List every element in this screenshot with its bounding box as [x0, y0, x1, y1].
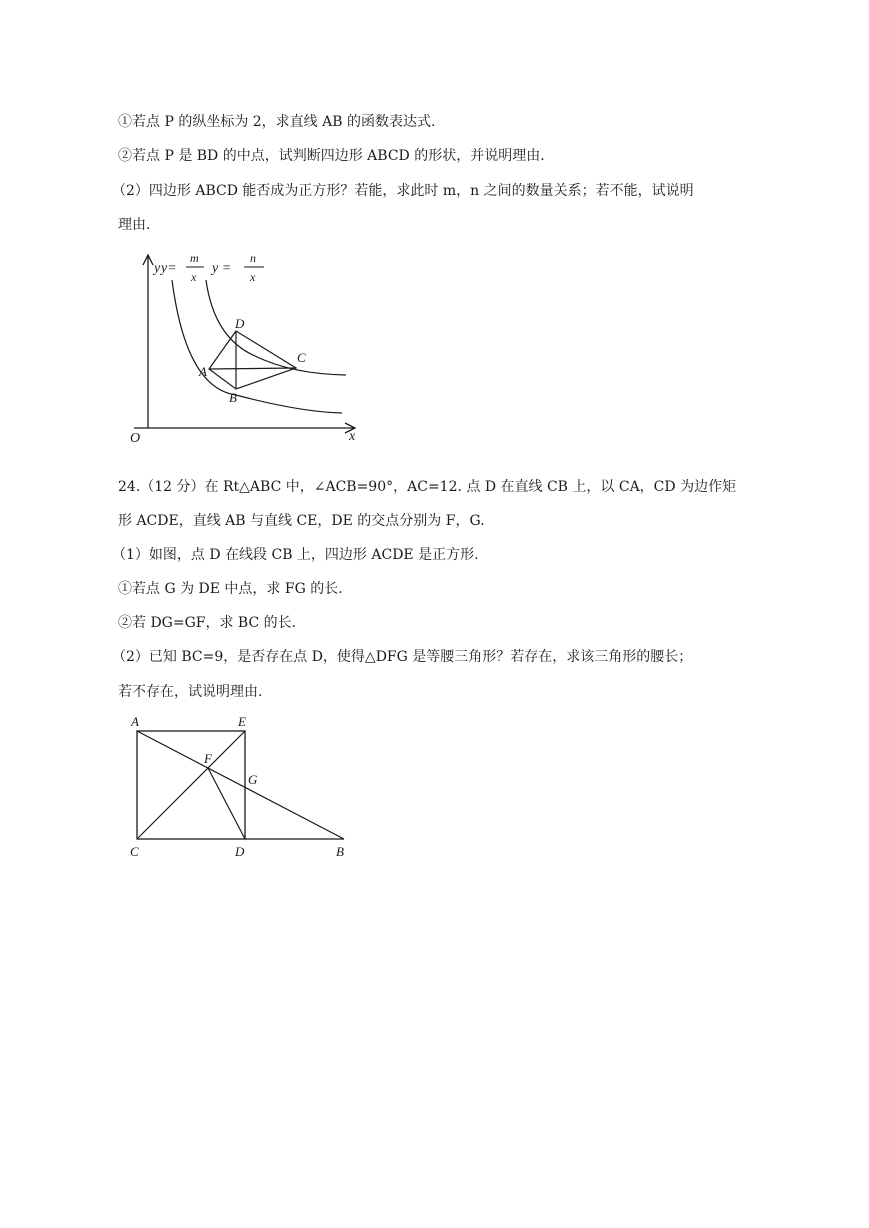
svg-text:E: E: [238, 714, 246, 729]
q23-part2-cont: 理由.: [118, 217, 151, 233]
svg-text:D: D: [235, 844, 245, 859]
svg-text:y=: y=: [161, 261, 177, 276]
svg-text:C: C: [297, 350, 306, 365]
svg-text:m: m: [190, 251, 199, 265]
q23-part2: （2）四边形 ABCD 能否成为正方形？若能，求此时 m，n 之间的数量关系；若不能，试说明: [112, 183, 694, 199]
q24-stem-cont: 形 ACDE，直线 AB 与直线 CE，DE 的交点分别为 F，G.: [118, 513, 485, 529]
svg-text:O: O: [130, 431, 141, 446]
svg-text:A: A: [199, 364, 207, 379]
curve-n: [206, 280, 346, 375]
hyperbola-figure: [120, 244, 370, 449]
square-figure: [125, 710, 360, 860]
q24-part1-item1: ①若点 G 为 DE 中点，求 FG 的长.: [118, 581, 343, 597]
q23-part1-item1: ①若点 P 的纵坐标为 2，求直线 AB 的函数表达式.: [118, 114, 436, 130]
q24-stem: 24.（12 分）在 Rt△ABC 中，∠ACB=90°，AC=12. 点 D 在直线 CB 上，以 CA，CD 为边作矩: [118, 479, 737, 495]
svg-text:F: F: [204, 751, 212, 766]
svg-text:n: n: [250, 251, 256, 265]
svg-text:A: A: [131, 714, 139, 729]
svg-text:y =: y =: [212, 261, 232, 276]
svg-text:y: y: [154, 261, 161, 276]
q24-part2: （2）已知 BC=9，是否存在点 D，使得△DFG 是等腰三角形？若存在，求该三角形的腰长；: [112, 649, 693, 665]
q24-part1-item2: ②若 DG=GF，求 BC 的长.: [118, 615, 297, 631]
q24-part2-cont: 若不存在，试说明理由.: [118, 684, 263, 700]
curve-m: [172, 280, 342, 413]
svg-text:B: B: [336, 844, 344, 859]
svg-text:D: D: [235, 316, 245, 331]
svg-text:G: G: [248, 772, 258, 787]
q24-part1: （1）如图，点 D 在线段 CB 上，四边形 ACDE 是正方形.: [112, 547, 479, 563]
q23-part1-item2: ②若点 P 是 BD 的中点，试判断四边形 ABCD 的形状，并说明理由.: [118, 148, 545, 164]
svg-text:C: C: [130, 844, 139, 859]
svg-text:B: B: [229, 390, 237, 405]
svg-text:x: x: [349, 429, 356, 444]
svg-text:x: x: [191, 270, 197, 284]
svg-text:x: x: [250, 270, 256, 284]
